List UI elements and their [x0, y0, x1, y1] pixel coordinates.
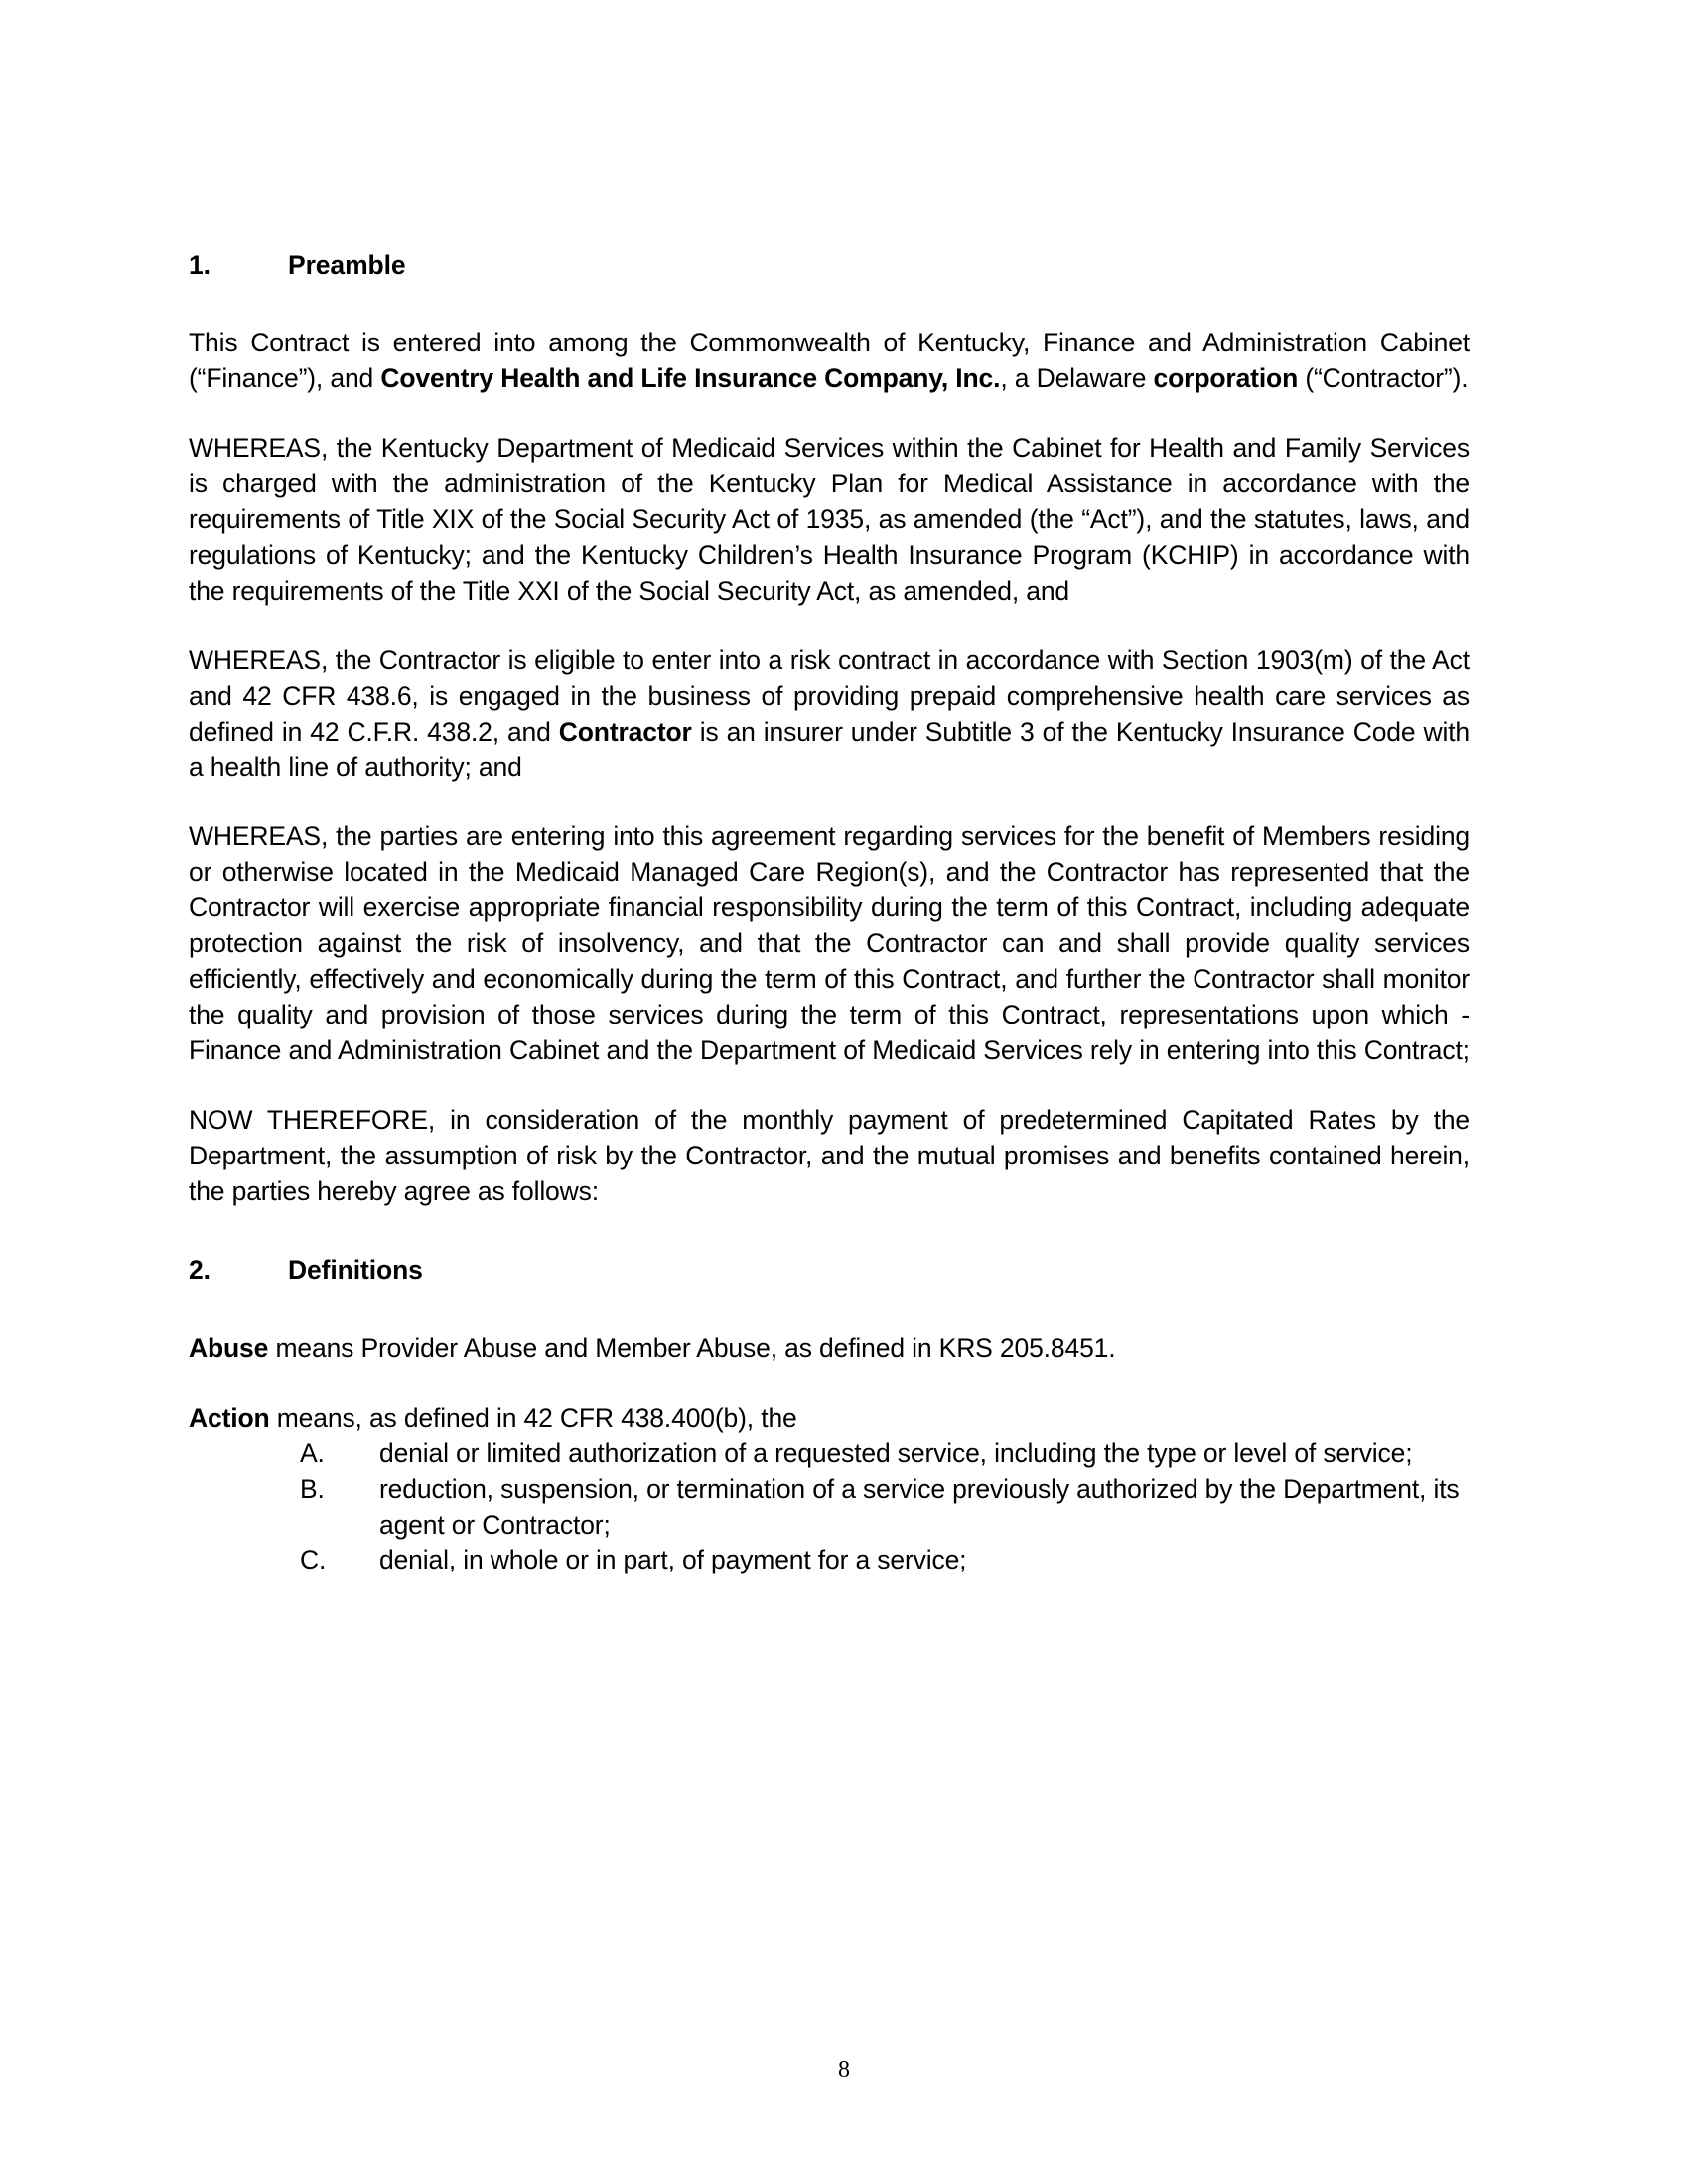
page-number: 8	[838, 2057, 850, 2083]
spacer	[189, 610, 1470, 643]
list-item	[288, 1543, 1470, 1578]
definition-action-list	[288, 1436, 1470, 1579]
section-title: Preamble	[288, 250, 406, 280]
preamble-p1-part3: (“Contractor”).	[1298, 363, 1469, 394]
section-number: 2.	[189, 1255, 211, 1286]
list-item-letter: B.	[300, 1473, 325, 1504]
preamble-p1-part1: This Contract is entered into among the Commonwealth of Kentucky, Finance and Administration Cabinet (“Finance”), and	[189, 328, 1470, 394]
preamble-p3-bold1: Contractor	[558, 716, 692, 747]
page-content	[189, 248, 1470, 1578]
list-item-text: denial or limited authorization of a requested service, including the type or level of service;	[379, 1437, 1413, 1468]
definition-term-action: Action	[189, 1402, 270, 1433]
list-item-letter: A.	[300, 1437, 325, 1468]
list-item-text: denial, in whole or in part, of payment for a service;	[379, 1545, 967, 1575]
spacer	[189, 1288, 1470, 1331]
list-item	[288, 1472, 1470, 1544]
section-heading-preamble	[189, 248, 1470, 282]
preamble-paragraph-3	[189, 643, 1470, 786]
preamble-p1-part2: , a Delaware	[1000, 363, 1154, 394]
section-heading-definitions	[189, 1253, 1470, 1287]
spacer	[189, 1367, 1470, 1401]
spacer	[189, 1069, 1470, 1103]
spacer	[189, 397, 1470, 431]
preamble-p3-part1: WHEREAS, the Contractor is eligible to enter into a risk contract in accordance with Section 1903(m) of the Act and 42 CFR 438.6, is engaged in the business of providing prepaid comprehensive health care services as defined in 42 C.F.R. 438.2, and	[189, 644, 1470, 747]
spacer	[189, 282, 1470, 326]
section-title: Definitions	[288, 1255, 423, 1286]
list-item-text: reduction, suspension, or termination of a service previously authorized by the Department, its agent or Contractor;	[379, 1473, 1460, 1540]
section-number: 1.	[189, 250, 211, 280]
list-item-letter: C.	[300, 1545, 327, 1575]
preamble-paragraph-2: WHEREAS, the Kentucky Department of Medicaid Services within the Cabinet for Health and Family Services is charged with the administration of the Kentucky Plan for Medical Assistance in accordance with the requirements of Title XIX of the Social Security Act of 1935, as amended (the “Act”), and the statutes, laws, and regulations of Kentucky; and the Kentucky Children’s Health Insurance Program (KCHIP) in accordance with the requirements of the Title XXI of the Social Security Act, as amended, and	[189, 433, 1470, 606]
preamble-p1-bold2: corporation	[1153, 363, 1299, 394]
preamble-paragraph-5: NOW THEREFORE, in consideration of the monthly payment of predetermined Capitated Rates by the Department, the assumption of risk by the Contractor, and the mutual promises and benefits contained herein, the parties hereby agree as follows:	[189, 1104, 1470, 1206]
definition-abuse	[189, 1331, 1470, 1367]
preamble-paragraph-1	[189, 326, 1470, 397]
preamble-p1-bold1: Coventry Health and Life Insurance Company, Inc.	[380, 363, 1001, 394]
preamble-p3-part2: is an insurer under Subtitle 3 of the Kentucky Insurance Code with a health line of authority; and	[189, 716, 1471, 782]
preamble-paragraph-4: WHEREAS, the parties are entering into this agreement regarding services for the benefit of Members residing or otherwise located in the Medicaid Managed Care Region(s), and the Contractor has represented that the Contractor will exercise appropriate financial responsibility during the term of this Contract, including adequate protection against the risk of insolvency, and that the Contractor can and shall provide quality services efficiently, effectively and economically during the term of this Contract, and further the Contractor shall monitor the quality and provision of those services during the term of this Contract, representations upon which - Finance and Administration Cabinet and the Department of Medicaid Services rely in entering into this Contract;	[189, 821, 1470, 1065]
definition-text-action: means, as defined in 42 CFR 438.400(b), the	[269, 1402, 797, 1433]
spacer	[189, 785, 1470, 819]
definition-text-abuse: means Provider Abuse and Member Abuse, as defined in KRS 205.8451.	[268, 1332, 1116, 1363]
list-item	[288, 1436, 1470, 1472]
spacer	[189, 1209, 1470, 1253]
definition-action	[189, 1401, 1470, 1436]
definition-term-abuse: Abuse	[189, 1332, 269, 1363]
